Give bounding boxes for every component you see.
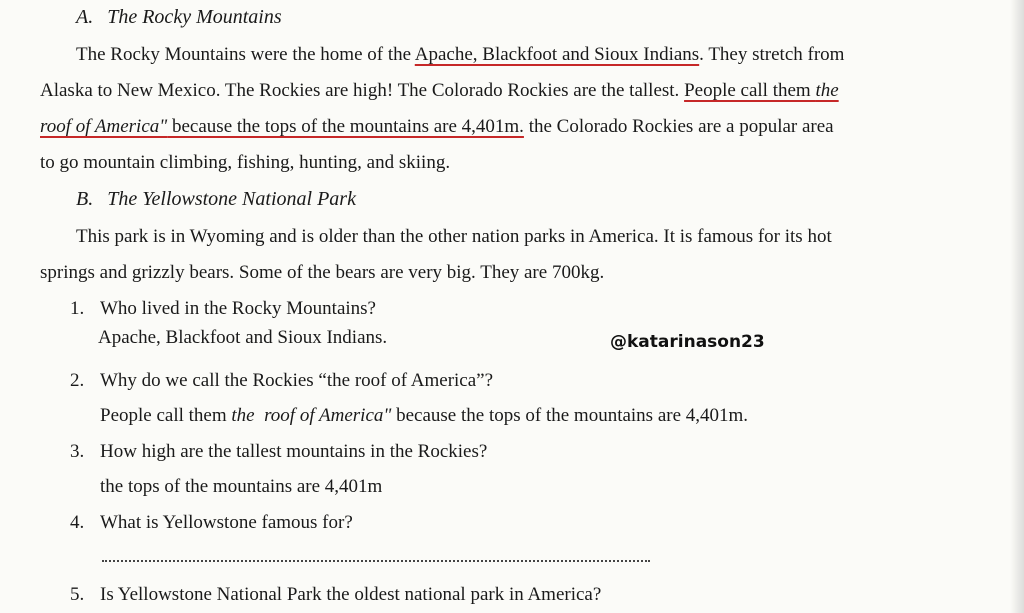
text-span: Alaska to New Mexico. The Rockies are high! The Colorado Rockies are the tallest. <box>40 80 685 101</box>
section-b-letter: B. <box>76 188 94 210</box>
section-a-line-2 <box>40 80 839 102</box>
section-a-line-3 <box>40 116 834 138</box>
section-a-title: The Rocky Mountains <box>107 6 282 28</box>
question-number: 5. <box>70 584 85 605</box>
answer-2 <box>100 405 748 427</box>
answer-1 <box>98 327 387 349</box>
page-edge-shadow <box>1010 0 1024 613</box>
italic-span: the <box>815 80 839 101</box>
question-1 <box>70 298 376 320</box>
answer-4-blank-line[interactable] <box>102 560 650 562</box>
answer-text: the tops of the mountains are 4,401m <box>100 476 383 497</box>
question-text: How high are the tallest mountains in the Rockies? <box>100 441 488 462</box>
underlined-phrase: Apache, Blackfoot and Sioux Indians <box>414 44 700 65</box>
question-number: 3. <box>70 441 85 462</box>
underlined-phrase <box>684 80 839 101</box>
question-2 <box>70 370 493 392</box>
answer-text: because the tops of the mountains are 4,401m. <box>391 405 749 426</box>
text-span: . They stretch from <box>699 44 845 65</box>
text-span: This park is in Wyoming and is older than the other nation parks in America. It is famous for its hot <box>76 226 832 247</box>
italic-span: roof of America" <box>40 116 168 137</box>
section-a-line-1 <box>76 44 844 66</box>
italic-span: roof of America" <box>264 405 392 426</box>
section-b-line-1 <box>76 226 832 248</box>
question-number: 2. <box>70 370 85 391</box>
text-span: springs and grizzly bears. Some of the bears are very big. They are 700kg. <box>40 262 605 283</box>
text-span: People call them <box>684 80 816 101</box>
text-span: The Rocky Mountains were the home of the <box>76 44 415 65</box>
question-4 <box>70 512 353 534</box>
question-text: Why do we call the Rockies “the roof of America”? <box>100 370 494 391</box>
section-a-line-4 <box>40 152 450 174</box>
watermark: @katarinason23 <box>610 332 765 352</box>
question-3 <box>70 441 487 463</box>
question-5 <box>70 584 601 606</box>
section-a-heading <box>76 6 282 29</box>
text-span: because the tops of the mountains are 4,401m. <box>167 116 524 137</box>
section-a-letter: A. <box>76 6 94 28</box>
section-b-title: The Yellowstone National Park <box>107 188 356 210</box>
answer-text: Apache, Blackfoot and Sioux Indians. <box>98 327 388 348</box>
question-text: Is Yellowstone National Park the oldest national park in America? <box>100 584 602 605</box>
question-text: What is Yellowstone famous for? <box>100 512 353 533</box>
section-b-line-2 <box>40 262 604 284</box>
question-text: Who lived in the Rocky Mountains? <box>100 298 376 319</box>
question-number: 4. <box>70 512 85 533</box>
answer-3 <box>100 476 382 498</box>
section-b-heading <box>76 188 356 211</box>
question-number: 1. <box>70 298 85 319</box>
italic-span: the <box>231 405 255 426</box>
answer-text: People call them <box>100 405 232 426</box>
underlined-phrase <box>40 116 524 137</box>
text-span: the Colorado Rockies are a popular area <box>523 116 834 137</box>
text-span: to go mountain climbing, fishing, hunting, and skiing. <box>40 152 451 173</box>
